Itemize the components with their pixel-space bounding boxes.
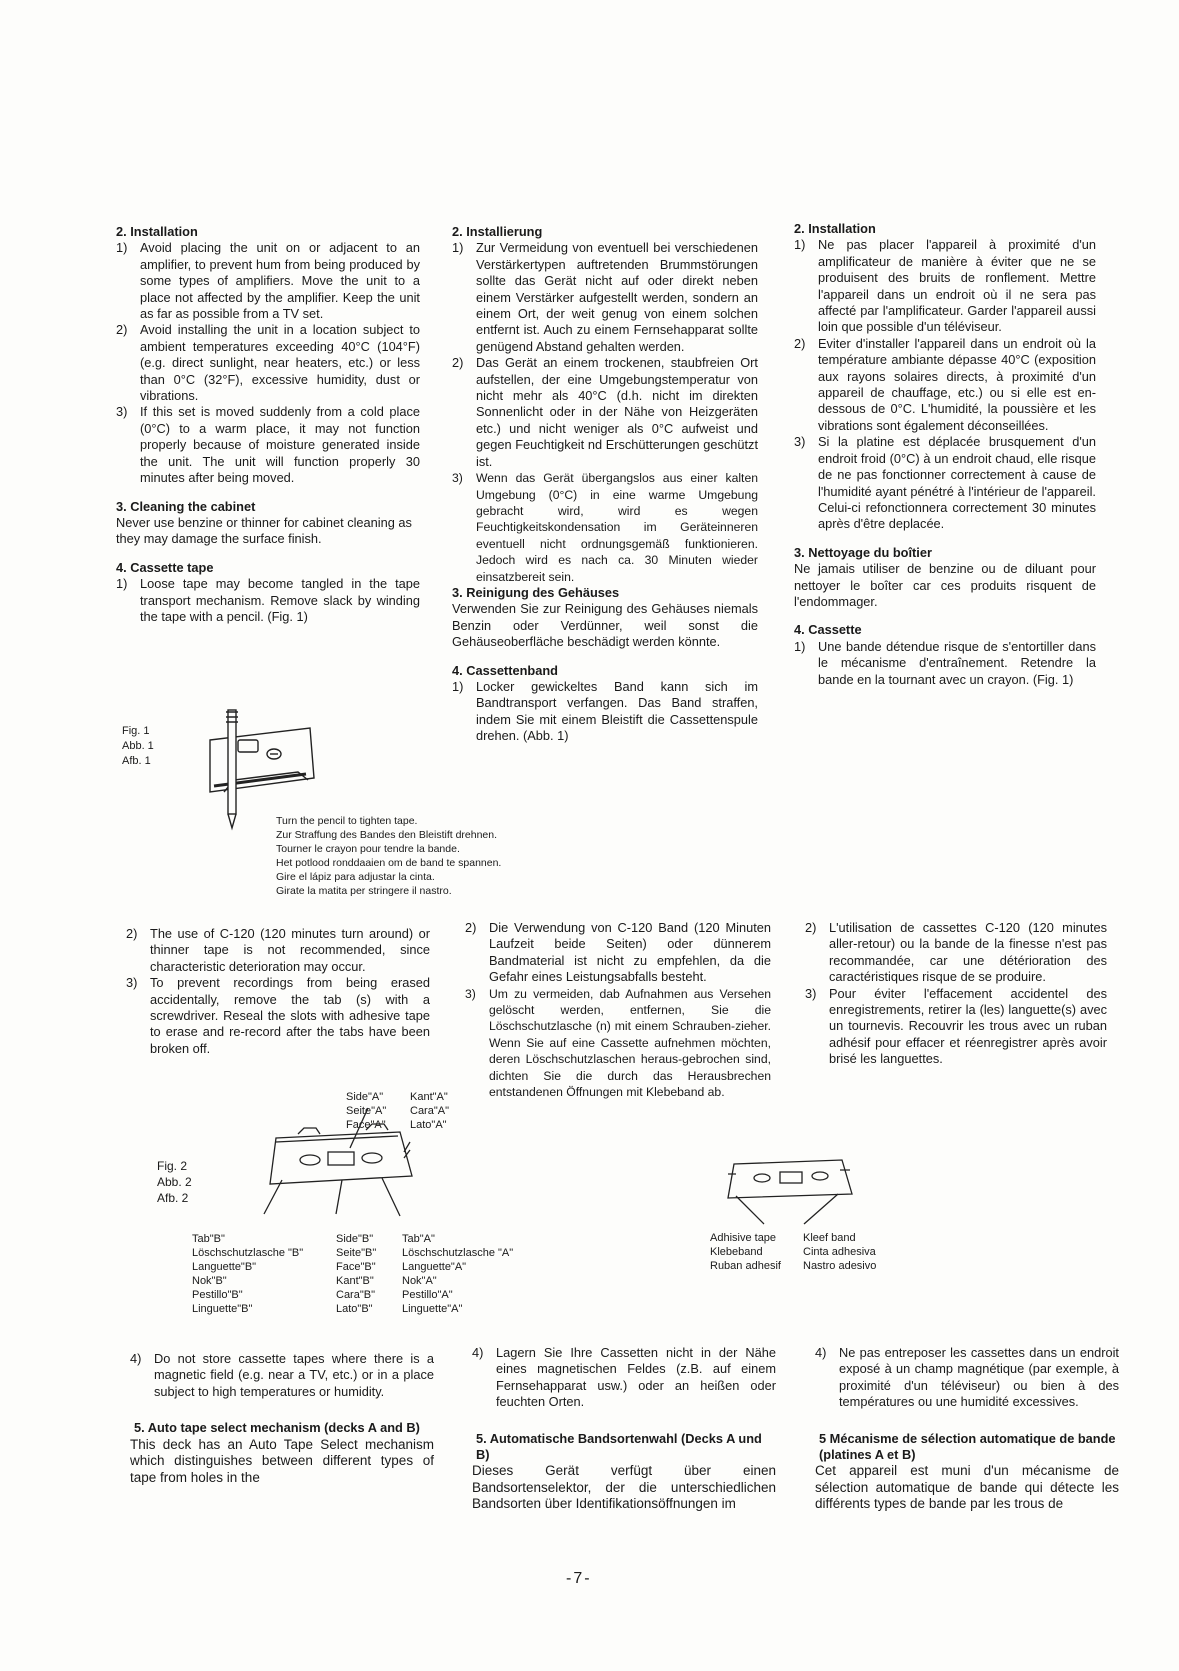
item-number: 4) bbox=[130, 1351, 142, 1366]
caption-nl: Het potlood ronddaaien om de band te spannen. bbox=[276, 857, 502, 869]
fr-cassette-item-2 bbox=[805, 920, 1107, 986]
item-number: 1) bbox=[452, 678, 464, 694]
de-install-item-3 bbox=[452, 470, 758, 585]
fr-install-item-3 bbox=[794, 434, 1096, 532]
fr-installation-heading: 2. Installation bbox=[794, 221, 876, 236]
caption-en: Turn the pencil to tighten tape. bbox=[276, 815, 418, 827]
fr-cassette-item-4 bbox=[815, 1345, 1119, 1411]
item-text: Avoid placing the unit on or adjacent to an amplifier, to prevent hum from being produced by some types of amplifiers. Move the unit to a place not affected by the amplifier. Keep the unit as far as possible from a TV set. bbox=[140, 240, 420, 322]
side-b-de: Seite"B" bbox=[336, 1247, 377, 1259]
item-text: Die Verwendung von C-120 Band (120 Minuten Laufzeit beide Seiten) oder dünnerem Bandmaterial ist nicht zu empfehlen, da die Gefahr eines Leistungsabfalls besteht. bbox=[489, 920, 771, 985]
item-number: 4) bbox=[472, 1345, 484, 1360]
adhesive-fr: Ruban adhesif bbox=[710, 1260, 781, 1272]
de-installation-heading: 2. Installierung bbox=[452, 224, 543, 239]
item-text: Loose tape may become tangled in the tape transport mechanism. Remove slack by winding the tape with a pencil. (Fig. 1) bbox=[140, 576, 420, 624]
side-b-fr: Face"B" bbox=[336, 1261, 376, 1273]
en-cassette-item-3 bbox=[126, 975, 430, 1057]
page-number: -7- bbox=[566, 1570, 592, 1587]
en-cassette-item-4 bbox=[130, 1351, 434, 1400]
en-cabinet-heading: 3. Cleaning the cabinet bbox=[116, 498, 256, 514]
item-number: 3) bbox=[452, 471, 463, 486]
adhesive-es: Cinta adhesiva bbox=[803, 1246, 876, 1258]
fig2-tab-b-labels bbox=[192, 1232, 303, 1316]
fig2-adhesive-labels-left bbox=[710, 1231, 781, 1273]
side-b-es: Cara"B" bbox=[336, 1289, 375, 1301]
item-number: 3) bbox=[805, 985, 817, 1001]
caption-es: Gire el lápiz para adjustar la cinta. bbox=[276, 871, 435, 883]
fr-cabinet-heading: 3. Nettoyage du boîtier bbox=[794, 544, 932, 560]
tab-a-nl: Nok"A" bbox=[402, 1275, 437, 1287]
fr-cabinet-text: Ne jamais utiliser de benzine ou de diluant pour nettoyer le boîter car ces produits risquent de l'endommager. bbox=[794, 561, 1096, 609]
side-a-en: Side"A" bbox=[346, 1091, 384, 1103]
item-text: If this set is moved suddenly from a cold place (0°C) to a warm place, it may not function properly because of moisture generated inside the unit. The unit will function properly 30 minutes after being moved. bbox=[140, 404, 420, 486]
item-number: 1) bbox=[116, 240, 128, 256]
item-text: The use of C-120 (120 minutes turn around) or thinner tape is not recommended, since characteristic deterioration may occur. bbox=[150, 926, 430, 974]
en-installation-heading: 2. Installation bbox=[116, 224, 198, 239]
fr-top-column bbox=[794, 221, 1096, 688]
fr-cassette-item-3 bbox=[805, 986, 1107, 1068]
de-cassette-item-4 bbox=[472, 1345, 776, 1411]
fig2-adhesive-tape-illustration bbox=[724, 1148, 854, 1228]
tab-b-de: Löschschutzlasche "B" bbox=[192, 1247, 304, 1259]
item-number: 1) bbox=[794, 638, 806, 654]
fig2-adhesive-labels-right bbox=[803, 1231, 876, 1273]
side-b-it: Lato"B" bbox=[336, 1303, 373, 1315]
adhesive-de: Klebeband bbox=[710, 1246, 763, 1258]
de-cabinet-heading: 3. Reinigung des Gehäuses bbox=[452, 584, 620, 600]
item-text: Um zu vermeiden, dab Aufnahmen aus Versehen gelöscht werden, entfernen, Sie die Löschschutzlasche (n) mit einem Schrauben-zieher. Wenn Sie auf eine Cassette aufnehmen möchten, deren Löschschutzlaschen heraus-gebrochen sind, dichten Sie die durch das Herausbrechen entstandenen Öffnungen mit Klebeband ab. bbox=[489, 986, 771, 1100]
fig2-tab-a-labels bbox=[402, 1232, 513, 1316]
fr-bottom-column bbox=[815, 1345, 1119, 1513]
side-b-en: Side"B" bbox=[336, 1233, 374, 1245]
fr-install-item-2 bbox=[794, 336, 1096, 434]
fr-mid-column bbox=[805, 920, 1107, 1068]
fr-cassette-item-1 bbox=[794, 639, 1096, 688]
de-cabinet-text: Verwenden Sie zur Reinigung des Gehäuses niemals Benzin oder Verdünner, weil sonst die Gehäuseoberfläche beschädigt werden könnte. bbox=[452, 601, 758, 650]
item-text: Ne pas entreposer les cassettes dans un endroit exposé à un champ magnétique (par exemple, à proximité d'un téléviseur) ou bien à des températures ou une humidité excessives. bbox=[839, 1345, 1119, 1410]
item-number: 3) bbox=[126, 975, 138, 991]
de-auto-tape-text: Dieses Gerät verfügt über einen Bandsortenselektor, der die unterschiedlichen Bandsorten über Identifikationsöffnungen im bbox=[472, 1463, 776, 1512]
item-number: 2) bbox=[805, 920, 817, 935]
tab-b-fr: Languette"B" bbox=[192, 1261, 257, 1273]
en-cassette-item-2 bbox=[126, 926, 430, 975]
fig2-label-de: Abb. 2 bbox=[157, 1175, 192, 1189]
de-install-item-2 bbox=[452, 355, 758, 470]
item-text: Si la platine est déplacée brusquement d'un endroit froid (0°C) à un endroit chaud, elle risque de ne pas fonctionner correctement à cause de l'humidité ayant pénétré à l'intérieur de l'appareil. Celui-ci refonctionnera correctement 30 minutes après d'être deplacée. bbox=[818, 434, 1096, 532]
de-cassette-item-1 bbox=[452, 679, 758, 745]
item-text: Das Gerät an einem trockenen, staubfreien Ort aufstellen, der eine Umgebungstemperatur von nicht mehr als 40°C (d.h. nicht im direkten Sonnenlicht oder in der Nähe von Heizgeräten etc.) und nicht weniger als 0°C aufweist und gegen Feuchtigkeit nd Erschütterungen geschützt ist. bbox=[476, 355, 758, 469]
item-number: 1) bbox=[794, 237, 806, 253]
item-text: Avoid installing the unit in a location subject to ambient temperatures exceeding 40°C (104°F) (e.g. direct sunlight, near heaters, etc.) or less than 0°C (32°F), excessive humidity, dust or vibrations. bbox=[140, 322, 420, 404]
de-bottom-column bbox=[472, 1345, 776, 1513]
item-text: Une bande détendue risque de s'entortiller dans le mécanisme d'entraînement. Retendre la bande en la tournant avec un crayon. (Fig. 1) bbox=[818, 638, 1096, 687]
fr-auto-tape-text: Cet appareil est muni d'un mécanisme de sélection automatique de bande qui détecte les différents types de bande par les trous de bbox=[815, 1463, 1119, 1512]
item-text: Lagern Sie Ihre Cassetten nicht in der Nähe eines magnetischen Feldes (z.B. auf einem Fernsehapparat usw.) oder an heißen oder feuchten Orten. bbox=[496, 1345, 776, 1410]
side-a-de: Seite"A" bbox=[346, 1105, 387, 1117]
en-install-item-1 bbox=[116, 240, 420, 322]
adhesive-en: Adhisive tape bbox=[710, 1232, 777, 1244]
fig1-label-de: Abb. 1 bbox=[122, 740, 154, 752]
fig1-label bbox=[122, 724, 154, 769]
item-number: 3) bbox=[794, 434, 806, 450]
tab-a-de: Löschschutzlasche "A" bbox=[402, 1247, 514, 1259]
tab-a-fr: Languette"A" bbox=[402, 1261, 467, 1273]
fr-auto-tape-heading: 5 Mécanisme de sélection automatique de bande (platines A et B) bbox=[819, 1430, 1116, 1463]
item-number: 4) bbox=[815, 1345, 827, 1360]
item-text: Zur Vermeidung von eventuell bei verschiedenen Verstärkertypen auftretenden Brummstörungen sollte das Gerät nicht auf oder direkt neben einem Verstärker aufgestellt werden, sondern an einem Ort, der weit genug von einem solchen entfernt ist. Auch zu einem Fernsehapparat sollte genügend Abstand gehalten werden. bbox=[476, 240, 758, 354]
item-text: Ne pas placer l'appareil à proximité d'un amplificateur de manière à éviter que ne se produisent des bruits de ronflement. Mettre l'appareil dans un endroit où il ne sera pas affecté par l'amplificateur. Garder l'appareil aussi loin que possible d'un téléviseur. bbox=[818, 237, 1096, 335]
en-install-item-2 bbox=[116, 322, 420, 404]
fig1-captions bbox=[276, 814, 596, 898]
en-bottom-column bbox=[130, 1351, 434, 1486]
tab-b-es: Pestillo"B" bbox=[192, 1289, 243, 1301]
tab-a-it: Linguette"A" bbox=[402, 1303, 463, 1315]
item-number: 3) bbox=[465, 986, 476, 1001]
fig1-label-nl: Afb. 1 bbox=[122, 755, 151, 767]
item-number: 2) bbox=[452, 355, 464, 371]
item-number: 2) bbox=[794, 335, 806, 351]
de-auto-tape-heading: 5. Automatische Bandsortenwahl (Decks A und B) bbox=[476, 1430, 762, 1463]
de-cassette-heading: 4. Cassettenband bbox=[452, 662, 558, 678]
tab-a-es: Pestillo"A" bbox=[402, 1289, 453, 1301]
fig2-cassette-tabs-illustration bbox=[250, 1118, 430, 1228]
en-install-item-3 bbox=[116, 404, 420, 486]
en-mid-column bbox=[126, 926, 430, 1057]
tab-b-nl: Nok"B" bbox=[192, 1275, 227, 1287]
caption-it: Girate la matita per stringere il nastro. bbox=[276, 885, 452, 897]
en-cassette-heading: 4. Cassette tape bbox=[116, 559, 214, 575]
item-text: Do not store cassette tapes where there is a magnetic field (e.g. near a TV, etc.) or in a place subject to high temperatures or humidity. bbox=[154, 1351, 434, 1399]
tab-b-it: Linguette"B" bbox=[192, 1303, 253, 1315]
adhesive-nl: Kleef band bbox=[803, 1232, 856, 1244]
fr-install-item-1 bbox=[794, 237, 1096, 335]
fig1-label-en: Fig. 1 bbox=[122, 725, 150, 737]
kant-a-nl: Kant"A" bbox=[410, 1091, 448, 1103]
en-top-column bbox=[116, 224, 420, 625]
en-cassette-item-1 bbox=[116, 576, 420, 625]
item-text: Wenn das Gerät übergangslos aus einer kalten Umgebung (0°C) in eine warme Umgebung gebracht wird, wird es wegen Feuchtigkeitskondensation im Geräteinneren eventuell nicht ordnungsgemäß funktionieren. Jedoch wird es nach ca. 30 Minuten wieder einsatzbereit sein. bbox=[476, 471, 758, 584]
en-auto-tape-text: This deck has an Auto Tape Select mechanism which distinguishes between different types of tape from holes in the bbox=[130, 1436, 434, 1485]
fig2-label bbox=[157, 1158, 192, 1206]
caption-fr: Tourner le crayon pour tendre la bande. bbox=[276, 843, 460, 855]
fig2-side-b-labels bbox=[336, 1232, 376, 1316]
tab-a-en: Tab"A" bbox=[402, 1233, 435, 1245]
tab-b-en: Tab"B" bbox=[192, 1233, 225, 1245]
de-install-item-1 bbox=[452, 240, 758, 355]
de-mid-column bbox=[465, 920, 771, 1100]
item-number: 3) bbox=[116, 404, 128, 420]
item-text: To prevent recordings from being erased accidentally, remove the tab (s) with a screwdriver. Reseal the slots with adhesive tape to erase and re-record after the tabs have been broken off. bbox=[150, 975, 430, 1056]
item-text: L'utilisation de cassettes C-120 (120 minutes aller-retour) ou la bande de la finesse n'est pas recommandée, car une détérioration des caractéristiques risque de se produire. bbox=[829, 920, 1107, 985]
item-number: 1) bbox=[116, 576, 128, 592]
de-cassette-item-2 bbox=[465, 920, 771, 986]
fr-cassette-heading: 4. Cassette bbox=[794, 622, 862, 638]
kant-a-es: Cara"A" bbox=[410, 1105, 449, 1117]
fig2-label-nl: Afb. 2 bbox=[157, 1191, 189, 1205]
side-b-nl: Kant"B" bbox=[336, 1275, 374, 1287]
item-text: Locker gewickeltes Band kann sich im Bandtransport verfangen. Das Band straffen, indem Sie mit einem Bleistift die Cassettenspule drehen. (Abb. 1) bbox=[476, 678, 758, 744]
de-top-column bbox=[452, 224, 758, 745]
side-a-fr: Face"A" bbox=[346, 1119, 386, 1131]
item-number: 2) bbox=[126, 926, 138, 941]
item-number: 1) bbox=[452, 240, 464, 256]
adhesive-it: Nastro adesivo bbox=[803, 1260, 877, 1272]
caption-de: Zur Straffung des Bandes den Bleistift drehnen. bbox=[276, 829, 498, 841]
fig2-label-en: Fig. 2 bbox=[157, 1159, 188, 1173]
en-cabinet-text: Never use benzine or thinner for cabinet cleaning as they may damage the surface finish. bbox=[116, 514, 412, 547]
item-number: 2) bbox=[465, 920, 477, 935]
item-text: Pour éviter l'effacement accidentel des enregistrements, retirer la (les) languette(s) avec un tournevis. Recouvrir les trous avec un ruban adhésif pour effacer et réenregistrer après avoir brisé les languettes. bbox=[829, 985, 1107, 1067]
item-number: 2) bbox=[116, 322, 128, 338]
en-auto-tape-heading: 5. Auto tape select mechanism (decks A and B) bbox=[134, 1420, 420, 1436]
item-text: Eviter d'installer l'appareil dans un endroit où la température ambiante dépasse 40°C (exposition aux rayons solaires directs, à proximité d'un appareil de chauffage, etc.) ou si elle est en-dessous de 0°C. L'humidité, la poussière et les vibrations sont également déconseillées. bbox=[818, 335, 1096, 433]
kant-a-it: Lato"A" bbox=[410, 1119, 447, 1131]
de-cassette-item-3 bbox=[465, 986, 771, 1101]
